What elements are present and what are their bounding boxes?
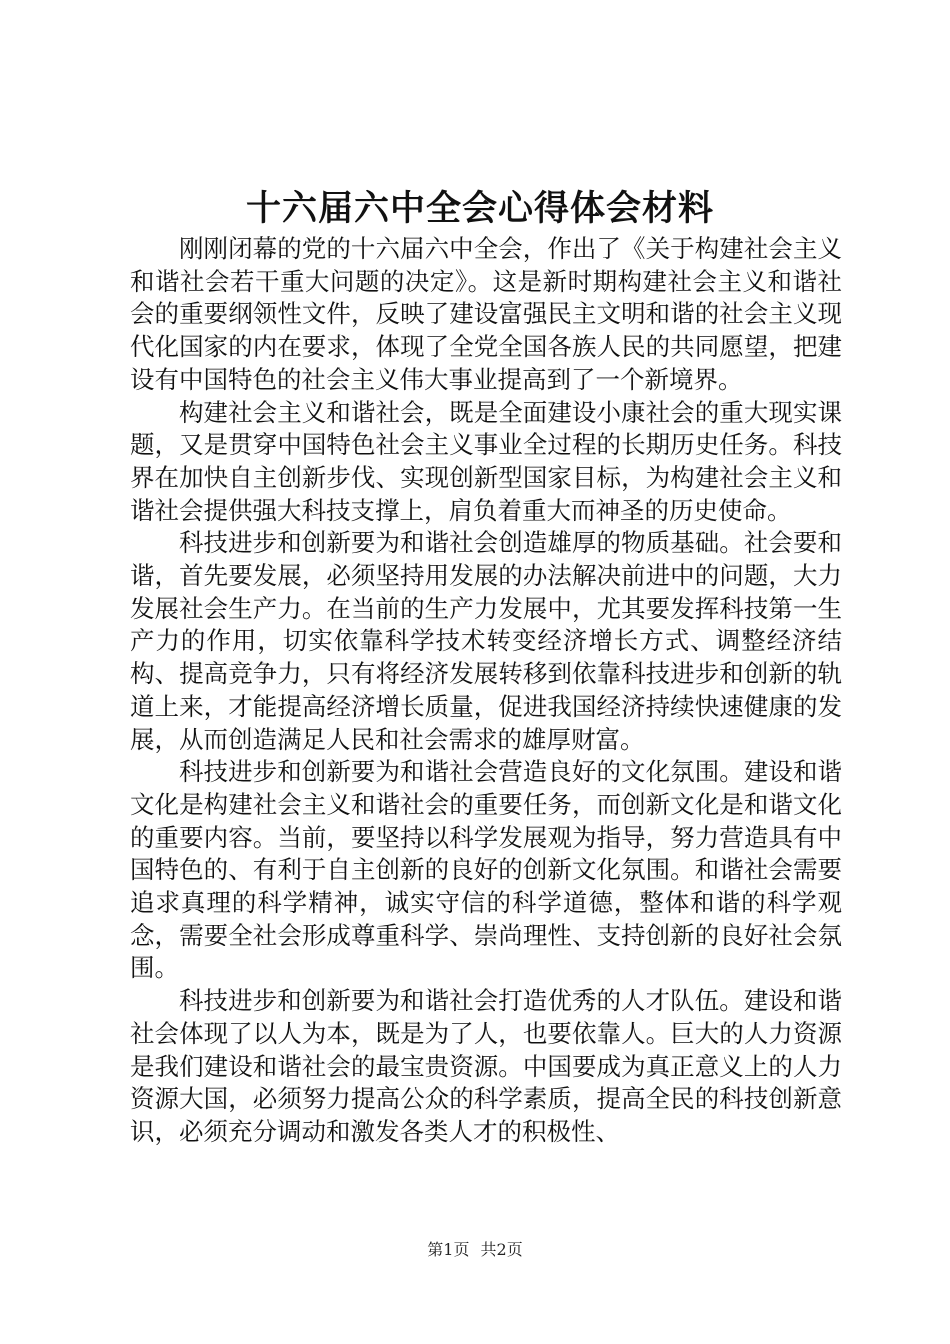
paragraph-1: 刚刚闭幕的党的十六届六中全会，作出了《关于构建社会主义和谐社会若干重大问题的决定》。这是新时期构建社会主义和谐社会的重要纲领性文件，反映了建设富强民主文明和谐的社会主义现代化国家的内在要求，体现了全党全国各族人民的共同愿望，把建设有中国特色的社会主义伟大事业提高到了一个新境界。 — [130, 234, 842, 394]
paragraph-3: 科技进步和创新要为和谐社会创造雄厚的物质基础。社会要和谐，首先要发展，必须坚持用发展的办法解决前进中的问题，大力发展社会生产力。在当前的生产力发展中，尤其要发挥科技第一生产力的作用，切实依靠科学技术转变经济增长方式、调整经济结构、提高竞争力，只有将经济发展转移到依靠科技进步和创新的轨道上来，才能提高经济增长质量，促进我国经济持续快速健康的发展，从而创造满足人民和社会需求的雄厚财富。 — [130, 528, 842, 754]
paragraph-2: 构建社会主义和谐社会，既是全面建设小康社会的重大现实课题，又是贯穿中国特色社会主义事业全过程的长期历史任务。科技界在加快自主创新步伐、实现创新型国家目标，为构建社会主义和谐社会提供强大科技支撑上，肩负着重大而神圣的历史使命。 — [130, 397, 842, 525]
page-footer — [0, 1240, 950, 1260]
paragraph-4: 科技进步和创新要为和谐社会营造良好的文化氛围。建设和谐文化是构建社会主义和谐社会的重要任务，而创新文化是和谐文化的重要内容。当前，要坚持以科学发展观为指导，努力营造具有中国特色的、有利于自主创新的良好的创新文化氛围。和谐社会需要追求真理的科学精神，诚实守信的科学道德，整体和谐的科学观念，需要全社会形成尊重科学、崇尚理性、支持创新的良好社会氛围。 — [130, 757, 842, 983]
page-number: 第1页 — [427, 1240, 470, 1259]
page-total: 共2页 — [480, 1240, 523, 1259]
paragraph-5: 科技进步和创新要为和谐社会打造优秀的人才队伍。建设和谐社会体现了以人为本，既是为了人，也要依靠人。巨大的人力资源是我们建设和谐社会的最宝贵资源。中国要成为真正意义上的人力资源大国，必须努力提高公众的科学素质，提高全民的科技创新意识，必须充分调动和激发各类人才的积极性、 — [130, 986, 842, 1146]
document-title: 十六届六中全会心得体会材料 — [245, 188, 714, 229]
document-body — [130, 233, 842, 1149]
